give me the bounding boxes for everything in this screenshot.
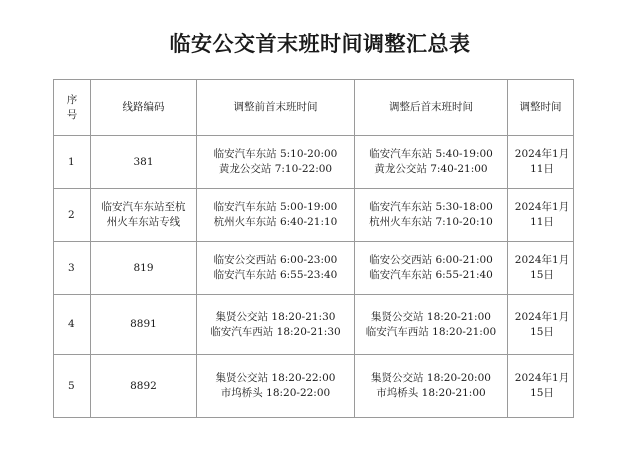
header-index: 序号 xyxy=(54,80,91,136)
row-after: 临安公交西站 6:00-21:00 临安汽车东站 6:55-21:40 xyxy=(355,242,508,295)
table-row xyxy=(54,242,574,295)
row-index: 4 xyxy=(54,295,91,355)
header-date: 调整时间 xyxy=(508,80,574,136)
header-after: 调整后首末班时间 xyxy=(355,80,508,136)
row-route: 8891 xyxy=(91,295,197,355)
row-index: 3 xyxy=(54,242,91,295)
row-date: 2024年1月15日 xyxy=(508,242,574,295)
header-route: 线路编码 xyxy=(91,80,197,136)
row-route: 819 xyxy=(91,242,197,295)
row-index: 5 xyxy=(54,355,91,418)
row-index: 1 xyxy=(54,136,91,189)
row-index: 2 xyxy=(54,189,91,242)
header-before: 调整前首末班时间 xyxy=(197,80,355,136)
row-route: 临安汽车东站至杭州火车东站专线 xyxy=(91,189,197,242)
row-date: 2024年1月11日 xyxy=(508,189,574,242)
row-date: 2024年1月15日 xyxy=(508,295,574,355)
schedule-table xyxy=(53,79,574,418)
table-row xyxy=(54,136,574,189)
row-route: 381 xyxy=(91,136,197,189)
row-route: 8892 xyxy=(91,355,197,418)
row-date: 2024年1月11日 xyxy=(508,136,574,189)
row-after: 集贤公交站 18:20-21:00 临安汽车西站 18:20-21:00 xyxy=(355,295,508,355)
table-row xyxy=(54,355,574,418)
row-before: 临安公交西站 6:00-23:00 临安汽车东站 6:55-23:40 xyxy=(197,242,355,295)
table-row xyxy=(54,295,574,355)
row-date: 2024年1月15日 xyxy=(508,355,574,418)
table-row xyxy=(54,189,574,242)
row-before: 集贤公交站 18:20-21:30 临安汽车西站 18:20-21:30 xyxy=(197,295,355,355)
row-after: 临安汽车东站 5:40-19:00 黄龙公交站 7:40-21:00 xyxy=(355,136,508,189)
row-before: 临安汽车东站 5:00-19:00 杭州火车东站 6:40-21:10 xyxy=(197,189,355,242)
table-header-row xyxy=(54,80,574,136)
row-after: 临安汽车东站 5:30-18:00 杭州火车东站 7:10-20:10 xyxy=(355,189,508,242)
document-title: 临安公交首末班时间调整汇总表 xyxy=(169,32,471,56)
row-before: 临安汽车东站 5:10-20:00 黄龙公交站 7:10-22:00 xyxy=(197,136,355,189)
row-before: 集贤公交站 18:20-22:00 市坞桥头 18:20-22:00 xyxy=(197,355,355,418)
row-after: 集贤公交站 18:20-20:00 市坞桥头 18:20-21:00 xyxy=(355,355,508,418)
